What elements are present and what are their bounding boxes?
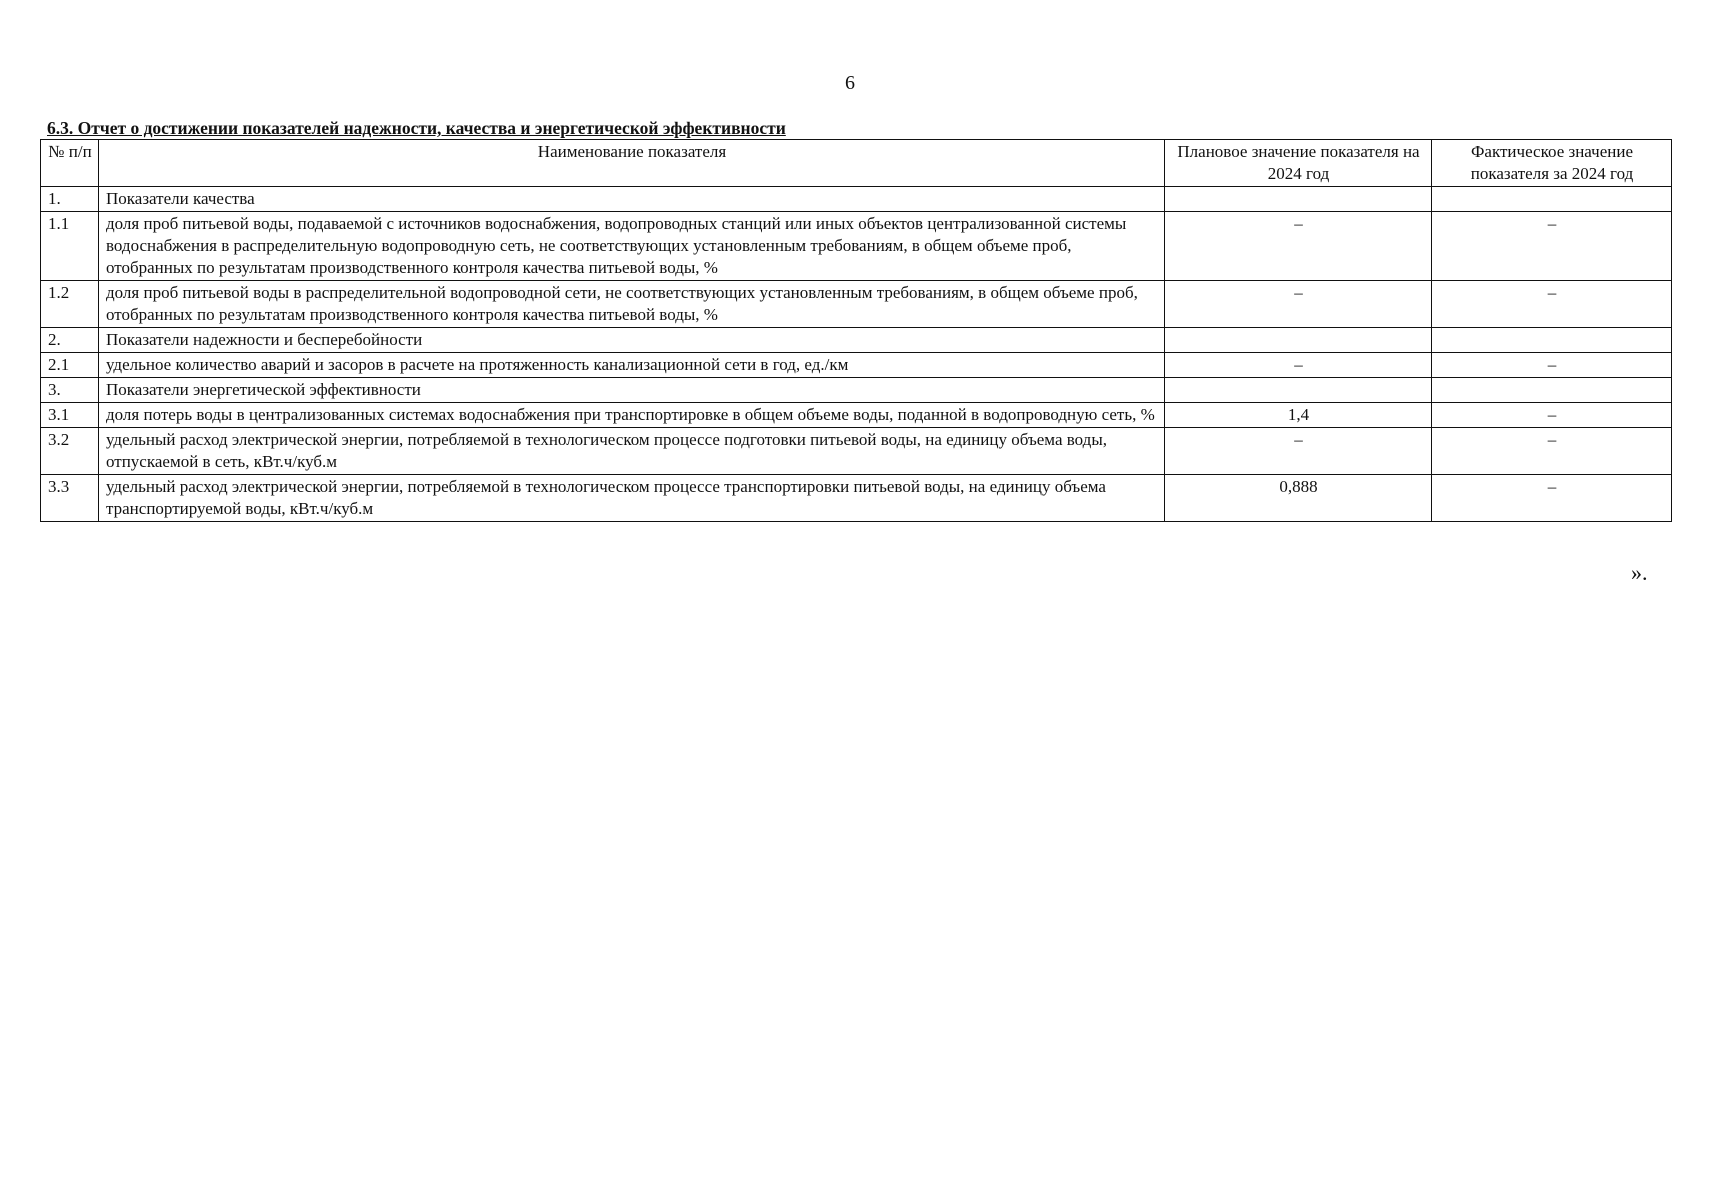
row-num: 1.2 — [41, 281, 99, 328]
row-name: Показатели качества — [99, 187, 1165, 212]
table-row — [41, 428, 1672, 475]
table-row — [41, 378, 1672, 403]
section-title: 6.3. Отчет о достижении показателей надежности, качества и энергетической эффективности — [47, 118, 786, 138]
table-row — [41, 475, 1672, 522]
row-num: 3.3 — [41, 475, 99, 522]
row-fact — [1432, 328, 1672, 353]
row-fact: – — [1432, 353, 1672, 378]
row-name: доля потерь воды в централизованных системах водоснабжения при транспортировке в общем объеме воды, поданной в водопроводную сеть, % — [99, 403, 1165, 428]
header-num: № п/п — [41, 140, 99, 187]
row-fact: – — [1432, 475, 1672, 522]
row-plan — [1165, 378, 1432, 403]
row-num: 1.1 — [41, 212, 99, 281]
row-num: 1. — [41, 187, 99, 212]
row-plan: – — [1165, 212, 1432, 281]
row-num: 2. — [41, 328, 99, 353]
header-plan: Плановое значение показателя на 2024 год — [1165, 140, 1432, 187]
row-plan: – — [1165, 353, 1432, 378]
row-name: удельное количество аварий и засоров в расчете на протяженность канализационной сети в год, ед./км — [99, 353, 1165, 378]
row-name: удельный расход электрической энергии, потребляемой в технологическом процессе транспортировки питьевой воды, на единицу объема транспортируемой воды, кВт.ч/куб.м — [99, 475, 1165, 522]
header-fact: Фактическое значение показателя за 2024 год — [1432, 140, 1672, 187]
page-number: 6 — [845, 72, 855, 94]
row-name: удельный расход электрической энергии, потребляемой в технологическом процессе подготовки питьевой воды, на единицу объема воды, отпускаемой в сеть, кВт.ч/куб.м — [99, 428, 1165, 475]
row-num: 3. — [41, 378, 99, 403]
table-row — [41, 353, 1672, 378]
table-row — [41, 328, 1672, 353]
row-num: 3.2 — [41, 428, 99, 475]
row-plan: 1,4 — [1165, 403, 1432, 428]
row-fact: – — [1432, 428, 1672, 475]
table-row — [41, 403, 1672, 428]
row-fact — [1432, 187, 1672, 212]
table-header-row — [41, 140, 1672, 187]
table-row — [41, 187, 1672, 212]
table-row — [41, 281, 1672, 328]
row-plan — [1165, 328, 1432, 353]
row-name: Показатели энергетической эффективности — [99, 378, 1165, 403]
row-fact: – — [1432, 212, 1672, 281]
header-name: Наименование показателя — [99, 140, 1165, 187]
row-name: доля проб питьевой воды в распределительной водопроводной сети, не соответствующих установленным требованиям, в общем объеме проб, отобранных по результатам производственного контроля качества питьевой воды, % — [99, 281, 1165, 328]
table-row — [41, 212, 1672, 281]
row-plan: 0,888 — [1165, 475, 1432, 522]
row-plan: – — [1165, 281, 1432, 328]
row-num: 2.1 — [41, 353, 99, 378]
row-fact: – — [1432, 281, 1672, 328]
indicators-table — [40, 139, 1672, 522]
row-num: 3.1 — [41, 403, 99, 428]
row-fact — [1432, 378, 1672, 403]
row-plan — [1165, 187, 1432, 212]
row-name: доля проб питьевой воды, подаваемой с источников водоснабжения, водопроводных станций или иных объектов централизованной системы водоснабжения в распределительную водопроводную сеть, не соответствующих установленным требованиям, в общем объеме проб, отобранных по результатам производственного контроля качества питьевой воды, % — [99, 212, 1165, 281]
closing-quote: ». — [1631, 560, 1648, 585]
row-name: Показатели надежности и бесперебойности — [99, 328, 1165, 353]
row-plan: – — [1165, 428, 1432, 475]
row-fact: – — [1432, 403, 1672, 428]
